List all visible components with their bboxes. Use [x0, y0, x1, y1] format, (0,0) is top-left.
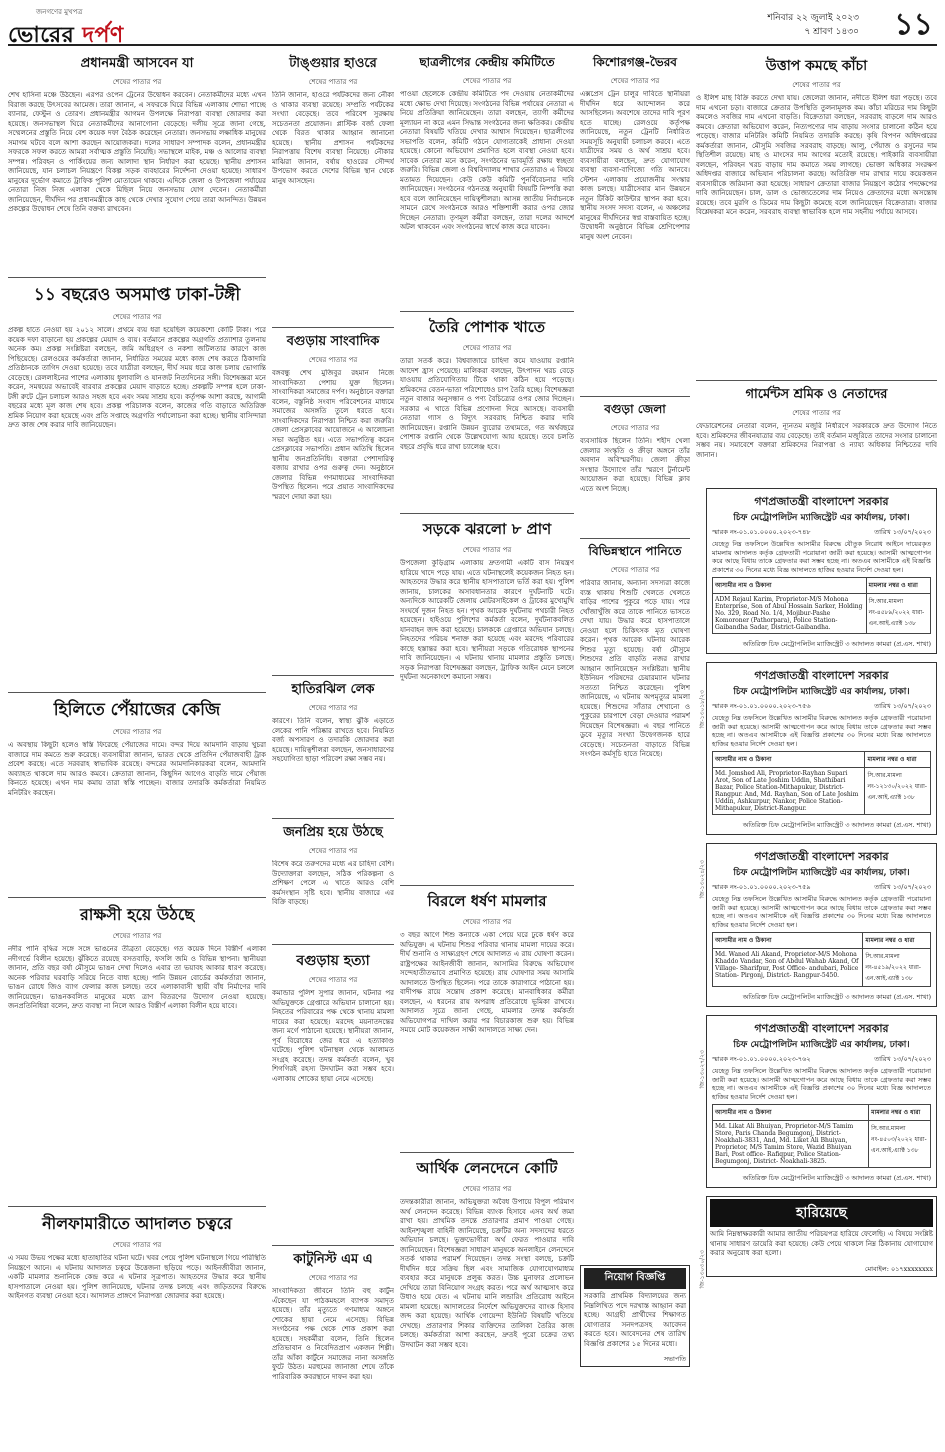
article-title: প্রধানমন্ত্রী আসবেন যা — [80, 56, 194, 71]
notice-memo: স্মারক নং-০১.০১.০০০০.২০২৩-৭৪৮ — [712, 528, 811, 536]
notice-meta — [712, 882, 931, 893]
masthead — [8, 6, 124, 55]
court-notices — [706, 488, 937, 1188]
article-title: হিলিতে পেঁয়াজের কেজি — [53, 700, 221, 720]
notice-case-number: সি.আর.মামলা নং-৪৫৮৯/২০২২ ধারা- এন.আই.এ্যাক্ট ১৩৮ — [866, 594, 930, 634]
article-body: বিশেষ করে তরুণদের মধ্যে এর চাহিদা বেশি। উদ্যোক্তারা বলছেন, সঠিক পরিকল্পনা ও প্রশিক্ষণ পেলে এ খাতে আরও বেশি কর্মসংস্থান সৃষ্টি হবে। স্থানীয় বাজারে এর বিক্রি বাড়ছে। — [272, 860, 394, 906]
divider — [400, 311, 574, 312]
notice-case-number: সি.আর.মামলা নং-৪৫১৯/২০২২ ধারা- এন.আই.এ্যাক্ট ১৩৮ — [863, 949, 931, 987]
ad-code: জি-১৩০৩০/২৩ — [699, 1250, 706, 1289]
masthead-tagline: জনগণের মুখপত্র — [36, 8, 83, 16]
article-title: টাঙ্গুয়ার হাওরে — [289, 56, 377, 71]
notice-table-header: মামলার নম্বর ও ধারা — [863, 933, 931, 949]
article-title: বগুড়ায় সাংবাদিক — [286, 334, 380, 349]
article-kishoreganj-bhairab — [580, 54, 690, 390]
divider — [8, 277, 266, 278]
divider — [580, 396, 690, 397]
continued-label: শেষের পাতার পর — [308, 1274, 358, 1282]
article-body: তদন্তকারীরা জানান, অভিযুক্তরা অবৈধ উপায়ে বিপুল পরিমাণ অর্থ লেনদেন করেছে। বিভিন্ন ব্যাংক হিসাবে এসব অর্থ জমা রাখা হয়। প্রাথমিক তদন্তে প্রতারণার প্রমাণ পাওয়া গেছে। আইনশৃঙ্খলা বাহিনী জানিয়েছে, চক্রটির অন্য সদস্যদের ধরতে অভিযান চলছে। ভুক্তভোগীরা অর্থ ফেরত পাওয়ার দাবি জানিয়েছেন। বিশেষজ্ঞরা সাধারণ মানুষকে অনলাইনে লেনদেনে সতর্ক থাকার পরামর্শ দিয়েছেন। তদন্ত সংস্থা বলছে, চক্রটি দীর্ঘদিন ধরে সক্রিয় ছিল এবং সামাজিক যোগাযোগমাধ্যম ব্যবহার করে মানুষকে প্রলুব্ধ করত। উচ্চ মুনাফার প্রলোভন দেখিয়ে তারা বিনিয়োগ সংগ্রহ করত। পরে অর্থ আত্মসাৎ করে উধাও হয়ে যেত। এ ঘটনায় মানি লন্ডারিং প্রতিরোধ আইনে মামলা হয়েছে। আদালতের নির্দেশে অভিযুক্তদের ব্যাংক হিসাব জব্দ করা হয়েছে। আর্থিক গোয়েন্দা ইউনিট বিষয়টি খতিয়ে দেখছে। প্রতারণার শিকার ব্যক্তিদের তালিকা তৈরির কাজ চলছে। কর্মকর্তারা আশা করছেন, দ্রুতই পুরো চক্রের তথ্য উদঘাটন করা সম্ভব হবে। — [400, 1198, 574, 1349]
continued-label: শেষের পাতার পর — [462, 546, 512, 554]
article-body: প্রকল্প হাতে নেওয়া হয় ২০১২ সালে। প্রথমে ব্যয় ধরা হয়েছিল কয়েকশো কোটি টাকা। পরে কয়েক দফা বাড়ানো হয় প্রকল্পের মেয়াদ ও ব্যয়। বর্তমানে প্রকল্পের অগ্রগতি প্রত্যাশার তুলনায় অনেক কম। প্রকল্প সংশ্লিষ্টরা বলছেন, জমি অধিগ্রহণ ও নকশা জটিলতার কারণে কাজ পিছিয়েছে। রেলওয়ের কর্মকর্তারা জানান, নির্ধারিত সময়ের মধ্যে কাজ শেষ করতে ঠিকাদারি প্রতিষ্ঠানকে তাগিদ দেওয়া হয়েছে। তবে যাত্রীরা বলছেন, দীর্ঘ সময় ধরে কাজ চলায় ভোগান্তি বেড়েছে। রেললাইনের পাশের এলাকায় ধুলাবালি ও যানজট নিত্যদিনের সঙ্গী। বিশেষজ্ঞরা মনে করেন, সমন্বয়ের অভাবেই বারবার প্রকল্পের মেয়াদ বাড়াতে হচ্ছে। প্রকল্পটি সম্পন্ন হলে ঢাকা-টঙ্গী রুটে ট্রেন চলাচল আরও সহজ হবে এবং সময় সাশ্রয় হবে। কর্তৃপক্ষ আশা করছে, আগামী বছরের মধ্যে মূল কাজ শেষ হবে। প্রকল্প পরিচালক বলেন, কাজের গতি বাড়াতে অতিরিক্ত শ্রমিক নিয়োগ করা হয়েছে এবং প্রতি সপ্তাহে অগ্রগতি পর্যালোচনা করা হচ্ছে। স্থানীয় বাসিন্দারা দ্রুত কাজ শেষ করার দাবি জানিয়েছেন। — [8, 326, 266, 429]
date-bangla: ৭ শ্রাবণ ১৪৩০ — [804, 27, 859, 37]
article-title: বগুড়া জেলা — [604, 402, 666, 416]
notice-signature: অতিরিক্ত চিফ মেট্রোপলিটন ম্যাজিস্ট্রেট ৩ আদালত কামরা (প্র.এস. শাখা) — [742, 821, 931, 829]
ad-code: জি-১৩০১৮/২৩ — [699, 690, 706, 729]
article-title: বিভিন্নস্থানে পানিতে — [588, 544, 682, 558]
article-chhatra-league — [400, 54, 574, 305]
continued-label: শেষের পাতার পর — [792, 81, 841, 89]
notice-signature: অতিরিক্ত চিফ মেট্রোপলিটন ম্যাজিস্ট্রেট ৩ আদালত কামরা (প্র.এস. শাখা) — [742, 640, 931, 648]
continued-label: শেষের পাতার পর — [462, 918, 512, 926]
job-ad-body: সরকারি প্রাথমিক বিদ্যালয়ের জন্য নিম্নলিখিত পদে দরখাস্ত আহ্বান করা হচ্ছে। আগ্রহী প্রার্থীদের শিক্ষাগত যোগ্যতার সনদপত্রসহ আবেদন করতে হবে। আবেদনের শেষ তারিখ বিজ্ঞপ্তি প্রকাশের ১৫ দিনের মধ্যে। — [584, 1292, 686, 1348]
notice-accused: Md. Waned Ali Akand, Proprietor-M/S Mohona Khaddo Vandar, Son of Abdul Wahab Akand, Of Village- Sharifpur, Post Office- andubari, Police Station- Pirgonj, District- Rangpur-5450. — [713, 949, 863, 987]
divider — [696, 380, 937, 381]
notice-table — [712, 1104, 931, 1168]
article-body: এ অবস্থায় কিছুটা হলেও স্বস্তি ফিরেছে পেঁয়াজের দামে। বন্দর দিয়ে আমদানি বাড়ায় খুচরা বাজারে দাম কমতে শুরু করেছে। ব্যবসায়ীরা জানান, ভারত থেকে প্রতিদিন পেঁয়াজবাহী ট্রাক প্রবেশ করছে। এতে সরবরাহ স্বাভাবিক রয়েছে। বন্দরের আমদানিকারকরা বলেন, আমদানি অব্যাহত থাকলে দাম আরও কমবে। ক্রেতারা জানান, কিছুদিন আগেও বাড়তি দামে পেঁয়াজ কিনতে হয়েছে। এখন দাম কমায় তারা স্বস্তি পাচ্ছেন। বাজার তদারকি কর্মকর্তারা নিয়মিত মনিটরিং করছেন। — [8, 741, 266, 797]
ad-code: জি-১৩০২৭/২৩ — [699, 1050, 706, 1089]
article-tanguar-haor — [272, 54, 394, 321]
notice-meta — [712, 527, 931, 538]
notice-accused: Md. Likat Ali Bhuiyan, Proprietor-M/S Tamim Store, Paris Chanda Begumgonj, District-Noakhali-3831, And, Md. Liket Ali Bhuiyan, Proprietor, M/S Tamim Store, Wazid Bhuiyan Bari, Post office- Rafiqpur, Police Station-Begumgonj, District- Noakhali-3825. — [713, 1121, 869, 1168]
notice-case-number: সি.আর.মামলা নং-৪৫০৩/২০২২ ধারা- এন.আই.এ্যাক্ট ১৩৮ — [869, 1121, 931, 1168]
continued-label: শেষের পাতার পর — [610, 77, 660, 85]
divider — [272, 675, 394, 676]
article-bogura-journalist — [272, 332, 394, 669]
page-header — [8, 6, 937, 46]
continued-label: শেষের পাতার পর — [462, 344, 512, 352]
divider — [8, 897, 266, 898]
column-4 — [580, 54, 690, 1446]
court-notice — [706, 843, 937, 1007]
continued-label: শেষের পাতার পর — [112, 728, 162, 736]
notice-table-header: আসামীর নাম ও ঠিকানা — [713, 1105, 869, 1121]
article-title: আর্থিক লেনদেনে কোটি — [416, 1159, 558, 1177]
article-title: উত্তাপ কমছে কাঁচা — [765, 58, 868, 74]
notice-table — [712, 577, 931, 634]
notice-office: চিফ মেট্রোপলিটন ম্যাজিস্ট্রেট এর কার্যালয়, ঢাকা। — [733, 513, 910, 523]
notice-table — [712, 751, 931, 815]
notice-gov: গণপ্রজাতন্ত্রী বাংলাদেশ সরকার — [754, 850, 889, 863]
article-body: কারণে। তিনি বলেন, স্বাস্থ্য ঝুঁকি এড়াতে লেকের পানি পরিষ্কার রাখতে হবে। নিয়মিত বর্জ্য অপসারণ ও তদারকি জোরদার করা হয়েছে। দায়িত্বশীলরা বলছেন, জনসাধারণের সহযোগিতা ছাড়া পরিবেশ রক্ষা সম্ভব নয়। — [272, 717, 394, 763]
job-ad-title: নিয়োগ বিজ্ঞপ্তি — [584, 1268, 686, 1289]
notice-gov: গণপ্রজাতন্ত্রী বাংলাদেশ সরকার — [754, 669, 889, 682]
notice-table-header: মামলার নম্বর ও ধারা — [869, 1105, 931, 1121]
article-title: কাটুনিস্ট এম এ — [293, 1252, 373, 1267]
court-notice — [706, 1015, 937, 1188]
article-title: রাক্ষসী হয়ে উঠছে — [79, 905, 195, 924]
job-advertisement — [580, 1265, 690, 1367]
notice-signature: অতিরিক্ত চিফ মেট্রোপলিটন ম্যাজিস্ট্রেট ৩ আদালত কামরা (প্র.এস. শাখা) — [742, 1174, 931, 1182]
article-body: ফেডারেশনের নেতারা বলেন, ন্যূনতম মজুরি নির্ধারণে সরকারকে দ্রুত উদ্যোগ নিতে হবে। শ্রমিকদের জীবনযাত্রার ব্যয় বেড়েছে। তাই বর্তমান মজুরিতে তাদের সংসার চালানো সম্ভব নয়। সমাবেশে বক্তারা শ্রমিকদের নিরাপত্তা ও ন্যায্য অধিকার নিশ্চিতের দাবি জানান। — [696, 422, 937, 459]
article-rmg-sector — [400, 316, 574, 507]
article-hatirjheel — [272, 680, 394, 812]
divider — [272, 944, 394, 945]
job-ad-sign: সভাপতি — [663, 1355, 686, 1363]
notice-date: তারিখ ১৩/০৭/২০২৩ — [874, 528, 931, 536]
column-3 — [400, 54, 574, 1446]
article-river-erosion — [8, 902, 266, 1200]
notice-accused: Md. Jomshed Ali, Proprietor-Rayhan Supari Arot, Son of Late Joshim Uddin, Shathibari Bazar, Police Station-Mithapukur, District-Rangpur. And, Md. Rayhan, Son of Late Joshim Uddin, Ashkurpur, Nankor, Police Station-Mithapukur, District-Rangpur. — [713, 768, 865, 815]
notice-table-header: মামলার নম্বর ও ধারা — [865, 752, 931, 768]
date-gregorian: শনিবার ২২ জুলাই ২০২৩ — [767, 13, 859, 23]
notice-memo: স্মারক নং-০১.০১.০০০০.২০২৩-৭৬২ — [712, 1055, 811, 1063]
notice-meta — [712, 701, 931, 712]
notice-accused: ADM Rejaul Karim, Proprietor-M/S Mohona Enterprise, Son of Abul Hossain Sarker, Holding No. 329, Road No. 1/4, Mojibur-Pashe Komoroner (Pathorpara), Police Station- Gaibandha Sadar, District-Gaibandha. — [713, 594, 867, 634]
article-body: ও ইলিশ মাছ বিক্রি করতে দেখা যায়। জেলেরা জানান, নদীতে ইলিশ ধরা পড়ছে। তবে দাম এখনো চড়া। বাজারে ক্রেতার উপস্থিতি তুলনামূলক কম। কাঁচা মরিচের দাম কিছুটা কমলেও সবজির দাম এখনো বাড়তি। বিক্রেতারা বলছেন, সরবরাহ বাড়লে দাম আরও কমবে। ক্রেতারা অভিযোগ করেন, নিত্যপণ্যের দাম বাড়ায় সংসার চালানো কঠিন হয়ে পড়েছে। বাজার মনিটরিং কমিটি নিয়মিত তদারকি করছে। কৃষি বিপণন অধিদপ্তরের কর্মকর্তারা জানান, মৌসুমি সবজির সরবরাহ বাড়ছে। আলু, পেঁয়াজ ও রসুনের দাম স্থিতিশীল রয়েছে। মাছ ও মাংসের দাম আগের মতোই রয়েছে। পাইকারি ব্যবসায়ীরা বলছেন, পরিবহন খরচ বাড়ায় দাম কমাতে সময় লাগছে। ভোক্তা অধিকার সংরক্ষণ অধিদপ্তর বাজারে অভিযান পরিচালনা করছে। অতিরিক্ত দাম রাখার দায়ে কয়েকজন ব্যবসায়ীকে জরিমানা করা হয়েছে। সাধারণ ক্রেতারা বাজার নিয়ন্ত্রণে কঠোর পদক্ষেপের দাবি জানিয়েছেন। চাল, ডাল ও ভোজ্যতেলের দাম নিয়েও ক্রেতাদের মধ্যে অসন্তোষ রয়েছে। তবে মুরগি ও ডিমের দাম কিছুটা কমেছে বলে জানিয়েছেন বিক্রেতারা। বাজার বিশ্লেষকরা মনে করেন, সরবরাহ ব্যবস্থা স্বাভাবিক হলে দাম সহনীয় পর্যায়ে আসবে। — [696, 94, 937, 216]
court-notice — [706, 488, 937, 654]
article-bogura-murder — [272, 949, 394, 1239]
article-bogura-district — [580, 401, 690, 532]
article-title: জনপ্রিয় হয়ে উঠছে — [283, 825, 383, 840]
notice-date: তারিখ ১৩/০৭/২০২৩ — [874, 883, 931, 891]
divider — [8, 692, 266, 693]
notice-body: যেহেতু নিম্ন তফসিলে উল্লেখিত আসামীর বিরুদ্ধে যৌতুক নিরোধ আইনে দায়েরকৃত মামলায় আদালত কর্তৃক গ্রেফতারী পরোয়ানা জারী করা হয়েছে। আসামী আত্মগোপন করে আছে বিধায় তাকে গ্রেফতার করা সম্ভব হচ্ছে না। অতএব আসামীকে এই বিজ্ঞপ্তি প্রকাশের ৩০ দিনের মধ্যে বিজ্ঞ আদালতে হাজির হওয়ার নির্দেশ দেওয়া হল। — [712, 540, 931, 574]
notice-office: চিফ মেট্রোপলিটন ম্যাজিস্ট্রেট এর কার্যালয়, ঢাকা। — [733, 868, 910, 878]
notice-memo: স্মারক নং-০১.০১.০০০০.২০২৩-৭৫৯ — [712, 883, 811, 891]
notice-table-header: আসামীর নাম ও ঠিকানা — [713, 752, 865, 768]
article-road-accident — [400, 518, 574, 879]
continued-label: শেষের পাতার পর — [308, 976, 358, 984]
article-garment-workers — [696, 385, 937, 482]
notice-table-header: মামলার নম্বর ও ধারা — [866, 578, 930, 594]
continued-label: শেষের পাতার পর — [308, 847, 358, 855]
court-notice — [706, 662, 937, 835]
ad-code: জি-১৩০২৪/২৩ — [699, 860, 706, 899]
notice-body: যেহেতু নিম্ন তফসিলে উল্লেখিত আসামীর বিরুদ্ধে আদালত কর্তৃক গ্রেফতারী পরোয়ানা জারী করা হয়েছে। আসামী আত্মগোপন করে আছে বিধায় তাকে গ্রেফতার করা সম্ভব হচ্ছে না। অতএব আসামীকে এই বিজ্ঞপ্তি প্রকাশের ৩০ দিনের মধ্যে বিজ্ঞ আদালতে হাজির হওয়ার নির্দেশ দেওয়া হল। — [712, 1067, 931, 1101]
article-title: তৈরি পোশাক খাতে — [428, 318, 546, 336]
notice-table-header: আসামীর নাম ও ঠিকানা — [713, 578, 867, 594]
notice-date: তারিখ ১৩/০৭/২০২৩ — [874, 1055, 931, 1063]
article-body: এক্সপ্রেস ট্রেন চালুর দাবিতে স্থানীয়রা দীর্ঘদিন ধরে আন্দোলন করে আসছিলেন। অবশেষে তাদের দাবি পূরণ হতে যাচ্ছে। রেলওয়ে কর্তৃপক্ষ জানিয়েছে, নতুন ট্রেনটি নির্ধারিত সময়সূচি অনুযায়ী চলাচল করবে। এতে যাত্রীদের সময় ও অর্থ সাশ্রয় হবে। ব্যবসায়ীরা বলছেন, দ্রুত যোগাযোগ ব্যবস্থা ব্যবসা-বাণিজ্যে গতি আনবে। স্টেশন এলাকায় প্রয়োজনীয় সংস্কার কাজ চলছে। যাত্রীসেবার মান উন্নয়নে নতুন টিকিট কাউন্টার স্থাপন করা হবে। স্থানীয় সংসদ সদস্য বলেন, এ অঞ্চলের মানুষের দীর্ঘদিনের স্বপ্ন বাস্তবায়িত হচ্ছে। উদ্বোধনী অনুষ্ঠানে বিভিন্ন শ্রেণিপেশার মানুষ অংশ নেবেন। — [580, 90, 690, 241]
notice-date: তারিখ ১৩/০৭/২০২৩ — [874, 702, 931, 710]
article-body: উপজেলা কুড়িগ্রাম এলাকায় দ্রুতগামী একটি বাস নিয়ন্ত্রণ হারিয়ে খাদে পড়ে যায়। এতে ঘটনাস্থলেই কয়েকজন নিহত হন। আহতদের উদ্ধার করে স্থানীয় হাসপাতালে ভর্তি করা হয়। পুলিশ জানায়, চালকের অসাবধানতার কারণে দুর্ঘটনাটি ঘটে। অন্যদিকে আরেকটি জেলায় মোটরসাইকেল ও ট্রাকের মুখোমুখি সংঘর্ষে দুজন নিহত হন। পৃথক আরেক দুর্ঘটনায় পথচারী নিহত হয়েছেন। হাইওয়ে পুলিশের কর্মকর্তা বলেন, দুর্ঘটনাকবলিত যানবাহন জব্দ করা হয়েছে। চালককে গ্রেপ্তারে অভিযান চলছে। নিহতদের পরিচয় শনাক্ত করা হয়েছে এবং মরদেহ পরিবারের কাছে হস্তান্তর করা হবে। স্থানীয়রা সড়কে গতিরোধক স্থাপনের দাবি জানিয়েছেন। এ ঘটনায় থানায় মামলার প্রস্তুতি চলছে। সড়ক নিরাপত্তা বিশেষজ্ঞরা বলছেন, ট্রাফিক আইন মেনে চললে দুর্ঘটনা অনেকাংশে কমানো সম্ভব। — [400, 559, 574, 681]
article-title: বগুড়ায় হত্যা — [296, 953, 370, 969]
article-body: তারা সতর্ক করে। বিশ্ববাজারে চাহিদা কমে যাওয়ায় রপ্তানি আদেশ হ্রাস পেয়েছে। মালিকরা বলছেন, উৎপাদন খরচ বেড়ে যাওয়ায় প্রতিযোগিতায় টিকে থাকা কঠিন হয়ে পড়েছে। শ্রমিকদের বেতন-ভাতা পরিশোধেও চাপ তৈরি হচ্ছে। বিশেষজ্ঞরা নতুন বাজার অনুসন্ধান ও পণ্য বৈচিত্র্যের ওপর জোর দিচ্ছেন। সরকার এ খাতে বিভিন্ন প্রণোদনা দিয়ে আসছে। ব্যবসায়ী নেতারা গ্যাস ও বিদ্যুৎ সরবরাহ নিশ্চিত করার দাবি জানিয়েছেন। রপ্তানি উন্নয়ন ব্যুরোর তথ্যমতে, গত অর্থবছরে পোশাক রপ্তানি থেকে উল্লেখযোগ্য আয় হয়েছে। তবে চলতি বছরে প্রবৃদ্ধি ধরে রাখা চ্যালেঞ্জ হবে। — [400, 357, 574, 451]
divider — [272, 818, 394, 819]
column-1 — [8, 54, 266, 1446]
article-raw-chili-price — [696, 54, 937, 374]
divider — [400, 1152, 574, 1153]
divider — [272, 1245, 394, 1246]
lost-advertisement — [706, 1196, 937, 1277]
column-2 — [272, 54, 394, 1446]
article-title: বিরলে ধর্ষণ মামলার — [427, 892, 547, 910]
continued-label: শেষের পাতার পর — [610, 566, 660, 574]
divider — [8, 1206, 266, 1207]
notice-meta — [712, 1054, 931, 1065]
article-title: হাতিরঝিল লেক — [291, 682, 375, 697]
notice-gov: গণপ্রজাতন্ত্রী বাংলাদেশ সরকার — [754, 1022, 889, 1035]
divider — [400, 513, 574, 514]
notice-office: চিফ মেট্রোপলিটন ম্যাজিস্ট্রেট এর কার্যালয়, ঢাকা। — [733, 1040, 910, 1050]
continued-label: শেষের পাতার পর — [112, 78, 162, 86]
article-body: পাওয়া ছেলেকে কেন্দ্রীয় কমিটিতে পদ দেওয়ায় নেতাকর্মীদের মধ্যে ক্ষোভ দেখা দিয়েছে। সংগঠনের বিভিন্ন পর্যায়ের নেতারা এ নিয়ে প্রতিক্রিয়া জানিয়েছেন। তারা বলছেন, ত্যাগী কর্মীদের মূল্যায়ন না করে এমন সিদ্ধান্ত সংগঠনের জন্য ক্ষতিকর। কেন্দ্রীয় নেতারা বিষয়টি খতিয়ে দেখার আশ্বাস দিয়েছেন। ছাত্রলীগের সভাপতি বলেন, কমিটি গঠনে যোগ্যতাকেই প্রাধান্য দেওয়া হয়েছে। কোনো অভিযোগ প্রমাণিত হলে ব্যবস্থা নেওয়া হবে। সাবেক নেতারা মনে করেন, সংগঠনের ভাবমূর্তি রক্ষায় স্বচ্ছতা জরুরি। বিভিন্ন জেলা ও বিশ্ববিদ্যালয় শাখার নেতারাও এ বিষয়ে মতামত দিয়েছেন। কেউ কেউ কমিটি পুনর্বিবেচনার দাবি জানিয়েছেন। সংগঠনের গঠনতন্ত্র অনুযায়ী বিষয়টি নিষ্পত্তি করা হবে বলে জানিয়েছেন দায়িত্বশীলরা। আসন্ন জাতীয় নির্বাচনকে সামনে রেখে সংগঠনকে আরও শক্তিশালী করার ওপর জোর দিচ্ছেন নেতারা। তৃণমূল কর্মীরা বলছেন, তারা দলের আদর্শে অটল থাকবেন এবং সংগঠনের স্বার্থে কাজ করে যাবেন। — [400, 90, 574, 231]
article-pm-visit — [8, 54, 266, 271]
article-birol-case — [400, 890, 574, 1146]
article-title: সড়কে ঝরলো ৮ প্রাণ — [422, 520, 552, 538]
notice-body: যেহেতু নিম্ন তফসিলে উল্লেখিত আসামীর বিরুদ্ধে আদালত কর্তৃক গ্রেফতারী পরোয়ানা জারী করা হয়েছে। আসামী আত্মগোপন করে আছে বিধায় তাকে গ্রেফতার করা সম্ভব হচ্ছে না। অতএব আসামীকে এই বিজ্ঞপ্তি প্রকাশের ৩০ দিনের মধ্যে বিজ্ঞ আদালতে হাজির হওয়ার নির্দেশ দেওয়া হল। — [712, 714, 931, 748]
continued-label: শেষের পাতার পর — [462, 77, 512, 85]
divider — [580, 538, 690, 539]
article-becoming-popular — [272, 823, 394, 938]
divider — [400, 885, 574, 886]
notice-gov: গণপ্রজাতন্ত্রী বাংলাদেশ সরকার — [754, 495, 889, 508]
article-hili-onion — [8, 697, 266, 891]
article-title: কিশোরগঞ্জ-ভৈরব — [592, 55, 677, 69]
continued-label: শেষের পাতার পর — [462, 1185, 512, 1193]
column-5 — [696, 54, 937, 1446]
article-body: নদীর পানি বৃদ্ধির সঙ্গে সঙ্গে ভাঙনের তীব্রতা বেড়েছে। গত কয়েক দিনে বিস্তীর্ণ এলাকা নদীগর্ভে বিলীন হয়েছে। ঝুঁকিতে রয়েছে বসতবাড়ি, ফসলি জমি ও বিভিন্ন স্থাপনা। স্থানীয়রা জানান, প্রতি বছর বর্ষা মৌসুমে ভাঙন দেখা দিলেও এবার তা ভয়াবহ আকার ধারণ করেছে। অনেক পরিবার ঘরবাড়ি সরিয়ে নিতে বাধ্য হচ্ছে। পানি উন্নয়ন বোর্ডের কর্মকর্তারা জানান, ভাঙন রোধে জিও ব্যাগ ফেলার কাজ চলছে। তবে এলাকাবাসী স্থায়ী বাঁধ নির্মাণের দাবি জানিয়েছেন। ভাঙনকবলিত মানুষের মধ্যে ত্রাণ বিতরণের উদ্যোগ নেওয়া হয়েছে। জনপ্রতিনিধিরা বলেন, দ্রুত ব্যবস্থা না নিলে আরও বিস্তীর্ণ এলাকা বিলীন হয়ে যাবে। — [8, 945, 266, 1010]
article-body: এ সময় উভয় পক্ষের মধ্যে হাতাহাতির ঘটনা ঘটে। খবর পেয়ে পুলিশ ঘটনাস্থলে গিয়ে পরিস্থিতি নিয়ন্ত্রণে আনে। এ ঘটনায় আদালত চত্বরে উত্তেজনা ছড়িয়ে পড়ে। আইনজীবীরা জানান, একটি মামলার শুনানিকে কেন্দ্র করে এ ঘটনার সূত্রপাত। আহতদের উদ্ধার করে স্থানীয় হাসপাতালে নেওয়া হয়। পুলিশ জানিয়েছে, ঘটনার তদন্ত চলছে এবং জড়িতদের বিরুদ্ধে আইনগত ব্যবস্থা নেওয়া হবে। আদালত প্রাঙ্গণে নিরাপত্তা জোরদার করা হয়েছে। — [8, 1254, 266, 1300]
masthead-name: ভোরের দর্পণ — [8, 22, 124, 48]
continued-label: শেষের পাতার পর — [610, 424, 660, 432]
continued-label: শেষের পাতার পর — [112, 932, 162, 940]
divider — [272, 327, 394, 328]
article-body: বঙ্গবন্ধু শেখ মুজিবুর রহমান নিজে সাংবাদিকতা পেশায় যুক্ত ছিলেন। সাংবাদিকরা সমাজের দর্পণ। অনুষ্ঠানে বক্তারা বলেন, বস্তুনিষ্ঠ সংবাদ পরিবেশনের মাধ্যমে সমাজের অসঙ্গতি তুলে ধরতে হবে। সাংবাদিকদের নিরাপত্তা নিশ্চিত করা জরুরি। জেলা প্রেসক্লাবের আয়োজনে এ আলোচনা সভা অনুষ্ঠিত হয়। এতে সভাপতিত্ব করেন প্রেসক্লাবের সভাপতি। প্রধান অতিথি ছিলেন স্থানীয় জনপ্রতিনিধি। বক্তারা পেশাদারিত্ব বজায় রাখার ওপর গুরুত্ব দেন। অনুষ্ঠানে জেলার বিভিন্ন গণমাধ্যমের সাংবাদিকরা উপস্থিত ছিলেন। পরে প্রয়াত সাংবাদিকদের স্মরণে দোয়া করা হয়। — [272, 369, 394, 501]
continued-label: শেষের পাতার পর — [308, 78, 358, 86]
article-title: ছাত্রলীগের কেন্দ্রীয় কমিটিতে — [419, 55, 555, 69]
lost-ad-title: হারিয়েছে — [710, 1199, 933, 1227]
dateline — [767, 11, 859, 39]
notice-case-number: সি.আর.মামলা নং-১২১৩০/২০২২ ধারা- এন.আই.এ্যাক্ট ১৩৮ — [865, 768, 931, 815]
article-nilphamari-court — [8, 1211, 266, 1444]
article-body: শেখ হাসিনা মঞ্চে উঠছেন। এরপর ওপেন ট্রেনের উদ্বোধন করবেন। নেতাকর্মীদের মধ্যে এখন বিরাজ করছে উৎসবের আমেজ। তারা জানান, এ সফরকে ঘিরে বিভিন্ন এলাকায় শোভা পাচ্ছে ব্যানার, ফেস্টুন ও তোরণ। প্রধানমন্ত্রীর আগমন উপলক্ষে নিরাপত্তা ব্যবস্থা জোরদার করা হয়েছে। জনসভাস্থল ঘিরে নেতাকর্মীদের আনাগোনা বেড়েছে। দলীয় সূত্রে জানা গেছে, সম্মেলনের প্রস্তুতি নিয়ে বেশ কয়েক দফা বৈঠক করেছেন নেতারা। জনসভায় লক্ষাধিক মানুষের সমাগম ঘটবে বলে আশা করছেন আয়োজকরা। দলের সাধারণ সম্পাদক বলেন, প্রধানমন্ত্রীর সফরকে সফল করতে আমরা সর্বাত্মক প্রস্তুতি নিয়েছি। সভাস্থলে মাইক, মঞ্চ ও আলোর ব্যবস্থা সম্পন্ন। পরিবহন ও পার্কিংয়ের জন্য আলাদা স্থান নির্ধারণ করা হয়েছে। স্থানীয় প্রশাসন জানিয়েছে, যান চলাচল নিয়ন্ত্রণে বিকল্প সড়ক ব্যবহারের নির্দেশনা দেওয়া হয়েছে। সাধারণ মানুষের দুর্ভোগ কমাতে ট্রাফিক পুলিশ মোতায়েন থাকবে। এদিকে জেলা ও উপজেলা পর্যায়ের নেতারা নিজ নিজ এলাকা থেকে মিছিল নিয়ে জনসভায় যোগ দেবেন। নেতাকর্মীরা জানিয়েছেন, দীর্ঘদিন পর প্রধানমন্ত্রীকে কাছ থেকে দেখার সুযোগ পেয়ে তারা আনন্দিত। উন্নয়ন প্রকল্পের উদ্বোধন শেষে তিনি বক্তব্য রাখবেন। — [8, 91, 266, 213]
article-body: পরিবার জানায়, অন্যান্য সদস্যরা কাজে ব্যস্ত থাকায় শিশুটি খেলতে খেলতে বাড়ির পাশের পুকুরে পড়ে যায়। পরে খোঁজাখুঁজি করে তাকে পানিতে ভাসতে দেখা যায়। উদ্ধার করে হাসপাতালে নেওয়া হলে চিকিৎসক মৃত ঘোষণা করেন। পৃথক আরেক ঘটনায় আরেক শিশুর মৃত্যু হয়েছে। বর্ষা মৌসুমে শিশুদের প্রতি বাড়তি নজর রাখার আহ্বান জানিয়েছেন সংশ্লিষ্টরা। স্থানীয় ইউনিয়ন পরিষদের চেয়ারম্যান ঘটনার সত্যতা নিশ্চিত করেছেন। পুলিশ জানিয়েছে, এ ঘটনায় অপমৃত্যুর মামলা হয়েছে। শিশুদের সাঁতার শেখানো ও পুকুরের চারপাশে বেড়া দেওয়ার পরামর্শ দিয়েছেন বিশেষজ্ঞরা। এ বছর পানিতে ডুবে মৃত্যুর সংখ্যা উদ্বেগজনক হারে বেড়েছে। সচেতনতা বাড়াতে বিভিন্ন সংগঠন কর্মসূচি হাতে নিয়েছে। — [580, 579, 690, 758]
notice-table — [712, 932, 931, 987]
notice-signature: অতিরিক্ত চিফ মেট্রোপলিটন ম্যাজিস্ট্রেট ৩ আদালত কামরা (প্র.এস. শাখা) — [742, 993, 931, 1001]
article-drowning — [580, 543, 690, 1259]
continued-label: শেষের পাতার পর — [112, 313, 162, 321]
continued-label: শেষের পাতার পর — [792, 409, 841, 417]
continued-label: শেষের পাতার পর — [112, 1241, 162, 1249]
notice-table-header: আসামীর নাম ও ঠিকানা — [713, 933, 863, 949]
article-dhaka-tongi — [8, 282, 266, 686]
article-title: গার্মেন্টস শ্রমিক ও নেতাদের — [745, 387, 888, 402]
continued-label: শেষের পাতার পর — [308, 356, 358, 364]
article-cartoonist — [272, 1250, 394, 1446]
article-body: ৩ বছর আগে শিশু কন্যাকে একা পেয়ে ঘরে ঢুকে ধর্ষণ করে অভিযুক্ত। এ ঘটনায় শিশুর পরিবার থানায় মামলা দায়ের করে। দীর্ঘ শুনানি ও সাক্ষ্যগ্রহণ শেষে আদালত এ রায় ঘোষণা করেন। রাষ্ট্রপক্ষের আইনজীবী জানান, আসামির বিরুদ্ধে অভিযোগ সন্দেহাতীতভাবে প্রমাণিত হয়েছে। রায় ঘোষণার সময় আসামি আদালতে উপস্থিত ছিলেন। পরে তাকে কারাগারে পাঠানো হয়। বাদীপক্ষ রায়ে সন্তোষ প্রকাশ করেছে। মানবাধিকার কর্মীরা বলছেন, এ ধরনের রায় অপরাধ প্রতিরোধে ভূমিকা রাখবে। আদালত সূত্রে জানা গেছে, মামলার তদন্ত কর্মকর্তা অভিযোগপত্র দাখিল করার পর বিচারকাজ শুরু হয়। বিভিন্ন সময়ে মোট কয়েকজন সাক্ষী আদালতে সাক্ষ্য দেন। — [400, 931, 574, 1034]
article-title: নীলফামারীতে আদালত চত্বরে — [42, 1214, 232, 1233]
lost-ad-sign: মোবাইল: ০১৭xxxxxxxx — [864, 1264, 933, 1273]
article-financial-fraud — [400, 1157, 574, 1446]
article-body: তিনি জানান, হাওরে পর্যটকদের জন্য নৌকা ও থাকার ব্যবস্থা রয়েছে। সম্প্রতি পর্যটকের সংখ্যা বেড়েছে। তবে পরিবেশ সুরক্ষায় সচেতনতা প্রয়োজন। প্লাস্টিক বর্জ্য ফেলা থেকে বিরত থাকার আহ্বান জানানো হয়েছে। স্থানীয় প্রশাসন পর্যটকদের নিরাপত্তায় বিশেষ ব্যবস্থা নিয়েছে। নৌকার মাঝিরা জানান, বর্ষায় হাওরের সৌন্দর্য উপভোগ করতে দেশের বিভিন্ন স্থান থেকে মানুষ আসছেন। — [272, 91, 394, 185]
notice-memo: স্মারক নং-০১.০১.০০০০.২০২৩-৭৫৬ — [712, 702, 811, 710]
article-title: ১১ বছরেও অসমাপ্ত ঢাকা-টঙ্গী — [33, 285, 241, 305]
article-body: ব্যবসায়িক ছিলেন তিনি। শহীদ খেলা জেলার সংস্কৃতি ও ক্রীড়া অঙ্গনে তাঁর অবদান অবিস্মরণীয়। জেলা ক্রীড়া সংস্থার উদ্যোগে তাঁর স্মরণে টুর্নামেন্ট আয়োজন করা হয়েছে। বিভিন্ন ক্লাব এতে অংশ নিচ্ছে। — [580, 437, 690, 493]
page-number: ১১ — [894, 7, 933, 42]
article-body: কমান্ডার পুলিশ সুপার জানান, ঘটনার পর অভিযুক্তকে গ্রেপ্তারে অভিযান চালানো হয়। নিহতের পরিবারের পক্ষ থেকে থানায় মামলা দায়ের করা হয়েছে। মরদেহ ময়নাতদন্তের জন্য মর্গে পাঠানো হয়েছে। স্থানীয়রা জানান, পূর্ব বিরোধের জের ধরে এ হত্যাকাণ্ড ঘটেছে। পুলিশ ঘটনাস্থল থেকে আলামত সংগ্রহ করেছে। তদন্ত কর্মকর্তা বলেন, খুব শিগগিরই রহস্য উদঘাটন করা সম্ভব হবে। এলাকায় শোকের ছায়া নেমে এসেছে। — [272, 989, 394, 1083]
article-body: সাংবাদিকতা জীবনে তিনি বহু কার্টুন এঁকেছেন যা পাঠকমহলে ব্যাপক সমাদৃত হয়েছে। তাঁর মৃত্যুতে গণমাধ্যম অঙ্গনে শোকের ছায়া নেমে এসেছে। বিভিন্ন সংগঠনের পক্ষ থেকে শোক প্রকাশ করা হয়েছে। সহকর্মীরা বলেন, তিনি ছিলেন প্রতিভাবান ও নিবেদিতপ্রাণ একজন শিল্পী। তাঁর আঁকা কার্টুনে সমাজের নানা অসঙ্গতি ফুটে উঠত। মরহুমের জানাজা শেষে তাঁকে পারিবারিক কবরস্থানে দাফন করা হয়। — [272, 1287, 394, 1381]
lost-ad-body: আমি নিম্নস্বাক্ষরকারী আমার জাতীয় পরিচয়পত্র হারিয়ে ফেলেছি। এ বিষয়ে সংশ্লিষ্ট থানায় সাধারণ ডায়েরি করা হয়েছে। কেউ পেয়ে থাকলে নিম্ন ঠিকানায় যোগাযোগ করার অনুরোধ করা হলো। — [710, 1230, 933, 1257]
notice-office: চিফ মেট্রোপলিটন ম্যাজিস্ট্রেট এর কার্যালয়, ঢাকা। — [733, 687, 910, 697]
notice-body: যেহেতু নিম্ন তফসিলে উল্লেখিত আসামীর বিরুদ্ধে আদালত কর্তৃক গ্রেফতারী পরোয়ানা জারী করা হয়েছে। আসামী আত্মগোপন করে আছে বিধায় তাকে গ্রেফতার করা সম্ভব হচ্ছে না। অতএব আসামীকে এই বিজ্ঞপ্তি প্রকাশের ৩০ দিনের মধ্যে বিজ্ঞ আদালতে হাজির হওয়ার নির্দেশ দেওয়া হল। — [712, 895, 931, 929]
continued-label: শেষের পাতার পর — [308, 704, 358, 712]
